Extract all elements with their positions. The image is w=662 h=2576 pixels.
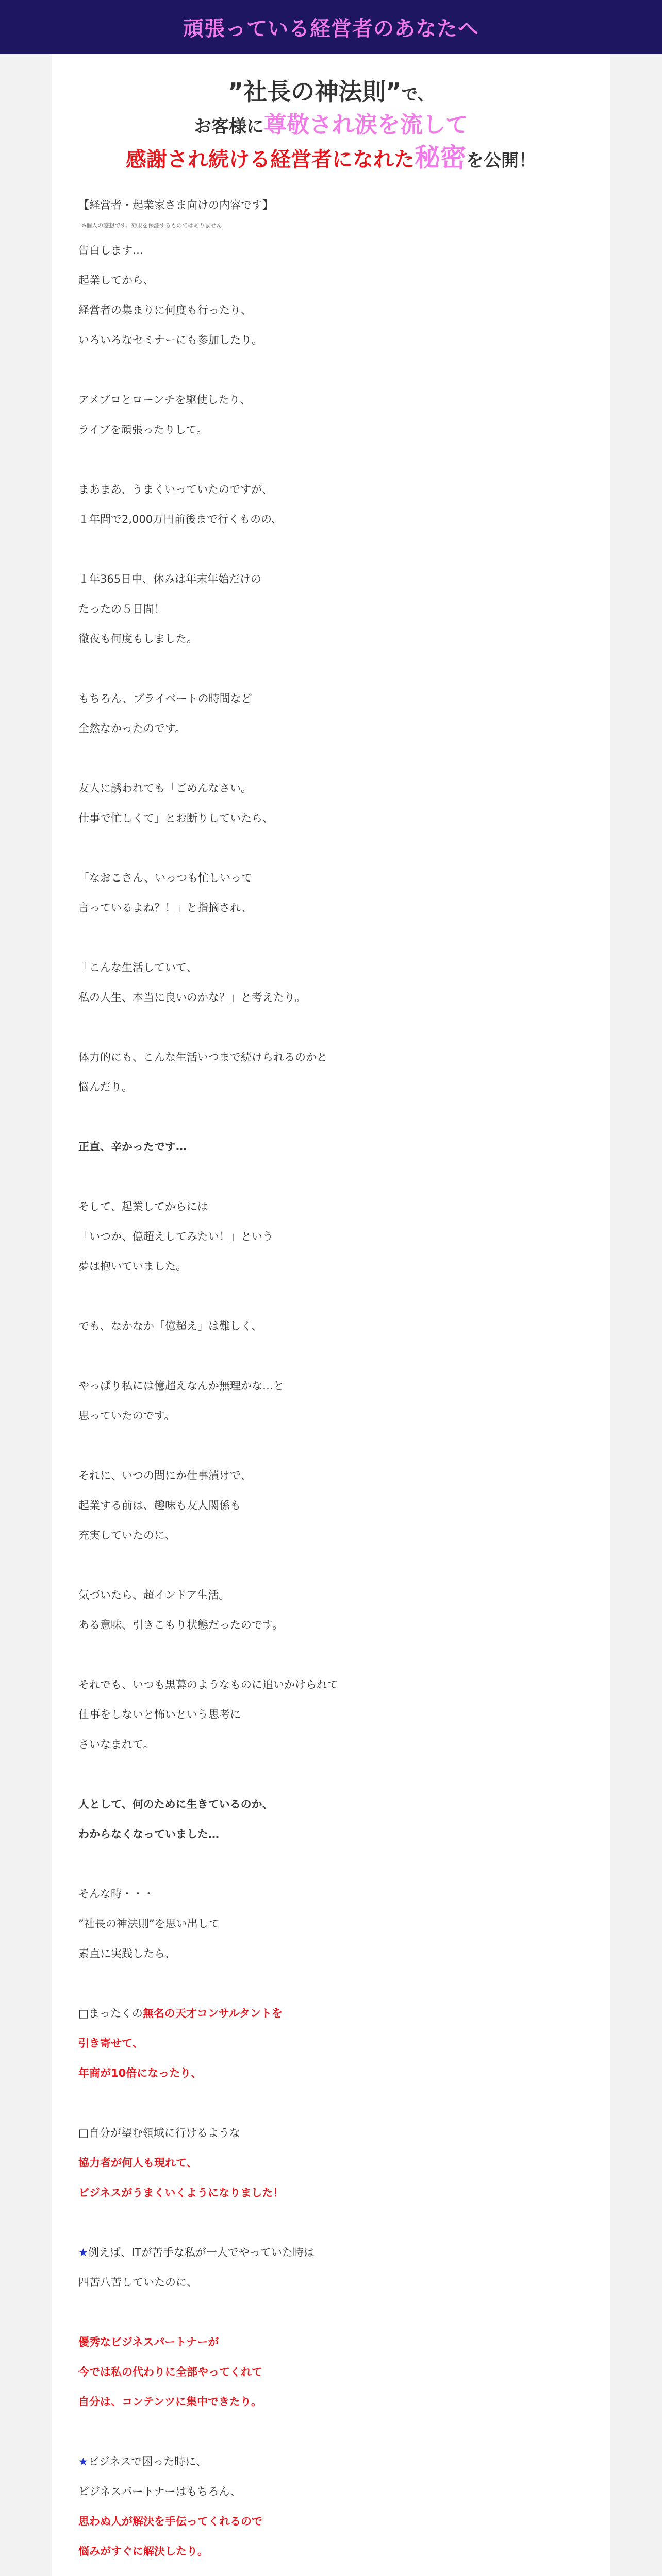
paragraph-gap xyxy=(78,1162,594,1192)
body-line: 経営者の集まりに何度も行ったり、 xyxy=(78,304,252,316)
body-line xyxy=(78,2238,594,2267)
body-line: １年間で2,000万円前後まで行くものの、 xyxy=(78,513,283,526)
body-line: 起業してから、 xyxy=(78,274,154,286)
headline-respect-phrase: 尊敬され涙を流して xyxy=(264,112,468,138)
paragraph-gap xyxy=(78,743,594,773)
headline-customers: お客様に xyxy=(194,116,264,137)
body-line: 友人に誘われても「ごめんなさい。 xyxy=(78,782,252,794)
intro-label: 【経営者・起業家さま向けの内容です】 xyxy=(78,199,273,211)
article-sheet xyxy=(52,54,610,2576)
paragraph-gap xyxy=(78,2208,594,2238)
body-line: 仕事をしないと怖いという思考に xyxy=(78,1708,241,1721)
body-line: ライブを頑張ったりして。 xyxy=(78,423,208,436)
body-line: 私の人生、本当に良いのかな？」と考えたり。 xyxy=(78,991,306,1004)
paragraph-gap xyxy=(78,355,594,385)
body-line-prefix: □まったくの xyxy=(78,2007,143,2020)
body-line: ある意味、引きこもり状態だったのです。 xyxy=(78,1619,284,1631)
body-line: 協力者が何人も現れて、 xyxy=(78,2157,197,2169)
paragraph-gap xyxy=(78,1849,594,1879)
body-line: □自分が望む領域に行けるような xyxy=(78,2127,240,2139)
body-line: 体力的にも、こんな生活いつまで続けられるのかと xyxy=(78,1051,327,1063)
paragraph-gap xyxy=(78,1431,594,1461)
body-line: ビジネスパートナーはもちろん、 xyxy=(78,2485,241,2498)
headline-method-name: ”社長の神法則” xyxy=(228,78,402,106)
body-line: 四苦八苦していたのに、 xyxy=(78,2276,197,2289)
body-line: アメブロとローンチを駆使したり、 xyxy=(78,394,251,406)
top-banner xyxy=(0,0,662,54)
body-line: 引き寄せて、 xyxy=(78,2037,143,2049)
paragraph-gap xyxy=(78,923,594,953)
body-line: いろいろなセミナーにも参加したり。 xyxy=(78,334,262,346)
paragraph-gap xyxy=(78,1102,594,1132)
headline-particle: で、 xyxy=(401,84,434,104)
paragraph-gap xyxy=(78,1640,594,1670)
body-line-highlight: 無名の天才コンサルタントを xyxy=(142,2007,283,2020)
body-line: そんな時・・・ xyxy=(78,1888,154,1900)
body-line: 充実していたのに、 xyxy=(78,1529,176,1541)
body-line: 悩みがすぐに解決したり。 xyxy=(78,2545,208,2557)
body-line: 言っているよね？！」と指摘され、 xyxy=(78,902,253,914)
body-line: わからなくなっていました… xyxy=(78,1828,219,1840)
paragraph-gap xyxy=(78,1759,594,1789)
paragraph-gap xyxy=(78,2297,594,2327)
body-line: そして、起業してからには xyxy=(78,1200,208,1213)
body-line: 人として、何のために生きているのか、 xyxy=(78,1798,273,1810)
headline-line-2 xyxy=(52,110,610,142)
body-line: 自分は、コンテンツに集中できたり。 xyxy=(78,2396,262,2408)
body-line: たったの５日間！ xyxy=(78,603,165,615)
body-line: 徹夜も何度もしました。 xyxy=(78,633,197,645)
paragraph-gap xyxy=(78,833,594,863)
paragraph-gap xyxy=(78,1281,594,1311)
body-line: もちろん、プライベートの時間など xyxy=(78,692,252,705)
body-line: 優秀なビジネスパートナーが xyxy=(78,2336,219,2348)
headline xyxy=(52,54,610,177)
body-line: 「いつか、億超えしてみたい！」という xyxy=(78,1230,273,1243)
body-line xyxy=(78,2447,594,2477)
body-line: ”社長の神法則”を思い出して xyxy=(78,1918,220,1930)
body-line: 告白します… xyxy=(78,244,143,257)
body-line: 「なおこさん、いっつも忙しいって xyxy=(78,872,253,884)
article-body xyxy=(78,235,594,2576)
star-icon: ★ xyxy=(78,2246,88,2259)
body-line: でも、なかなか「億超え」は難しく、 xyxy=(78,1320,262,1332)
paragraph-gap xyxy=(78,2088,594,2118)
body-line: それでも、いつも黒幕のようなものに追いかけられて xyxy=(78,1679,338,1691)
body-line: さいなまれて。 xyxy=(78,1738,154,1751)
body-line-text: ビジネスで困った時に、 xyxy=(88,2455,207,2468)
body-line: まあまあ、うまくいっていたのですが、 xyxy=(78,483,273,496)
paragraph-gap xyxy=(78,2566,594,2576)
body-line: 仕事で忙しくて」とお断りしていたら、 xyxy=(78,812,273,824)
paragraph-gap xyxy=(78,1969,594,1998)
body-line: ビジネスがうまくいくようになりました！ xyxy=(78,2187,284,2199)
body-line: 思っていたのです。 xyxy=(78,1410,175,1422)
paragraph-gap xyxy=(78,1341,594,1371)
headline-line-3 xyxy=(52,142,610,177)
body-line: 正直、辛かったです… xyxy=(78,1141,187,1153)
paragraph-gap xyxy=(78,1012,594,1042)
disclaimer-note: ※個人の感想です。効果を保証するものではありません xyxy=(81,222,222,229)
paragraph-gap xyxy=(78,654,594,684)
body-line-text: 例えば、ITが苦手な私が一人でやっていた時は xyxy=(88,2246,315,2259)
paragraph-gap xyxy=(78,534,594,564)
body-line xyxy=(78,1998,594,2028)
body-line: それに、いつの間にか仕事漬けで、 xyxy=(78,1469,252,1482)
body-line: 悩んだり。 xyxy=(78,1081,133,1093)
body-line: 思わぬ人が解決を手伝ってくれるので xyxy=(78,2515,262,2528)
star-icon: ★ xyxy=(78,2455,88,2468)
body-line: 素直に実践したら、 xyxy=(78,1947,176,1960)
body-line: 全然なかったのです。 xyxy=(78,722,186,735)
paragraph-gap xyxy=(78,1550,594,1580)
banner-title: 頑張っている経営者のあなたへ xyxy=(183,17,479,41)
body-line: 「こんな生活していて、 xyxy=(78,961,197,974)
headline-secret: 秘密 xyxy=(415,143,466,173)
body-line: 今では私の代わりに全部やってくれて xyxy=(78,2366,262,2378)
body-line: 気づいたら、超インドア生活。 xyxy=(78,1589,230,1601)
body-line: １年365日中、休みは年末年始だけの xyxy=(78,573,262,585)
body-line: 年商が10倍になったり、 xyxy=(78,2067,202,2079)
headline-reveal: を公開！ xyxy=(466,150,536,171)
body-line: 夢は抱いていました。 xyxy=(78,1260,187,1273)
body-line: やっぱり私には億超えなんか無理かな…と xyxy=(78,1380,284,1392)
paragraph-gap xyxy=(78,445,594,474)
headline-line-1 xyxy=(52,76,610,110)
headline-thanked-phrase: 感謝され続ける経営者になれた xyxy=(126,148,415,172)
paragraph-gap xyxy=(78,2417,594,2447)
body-line: 起業する前は、趣味も友人関係も xyxy=(78,1499,241,1512)
